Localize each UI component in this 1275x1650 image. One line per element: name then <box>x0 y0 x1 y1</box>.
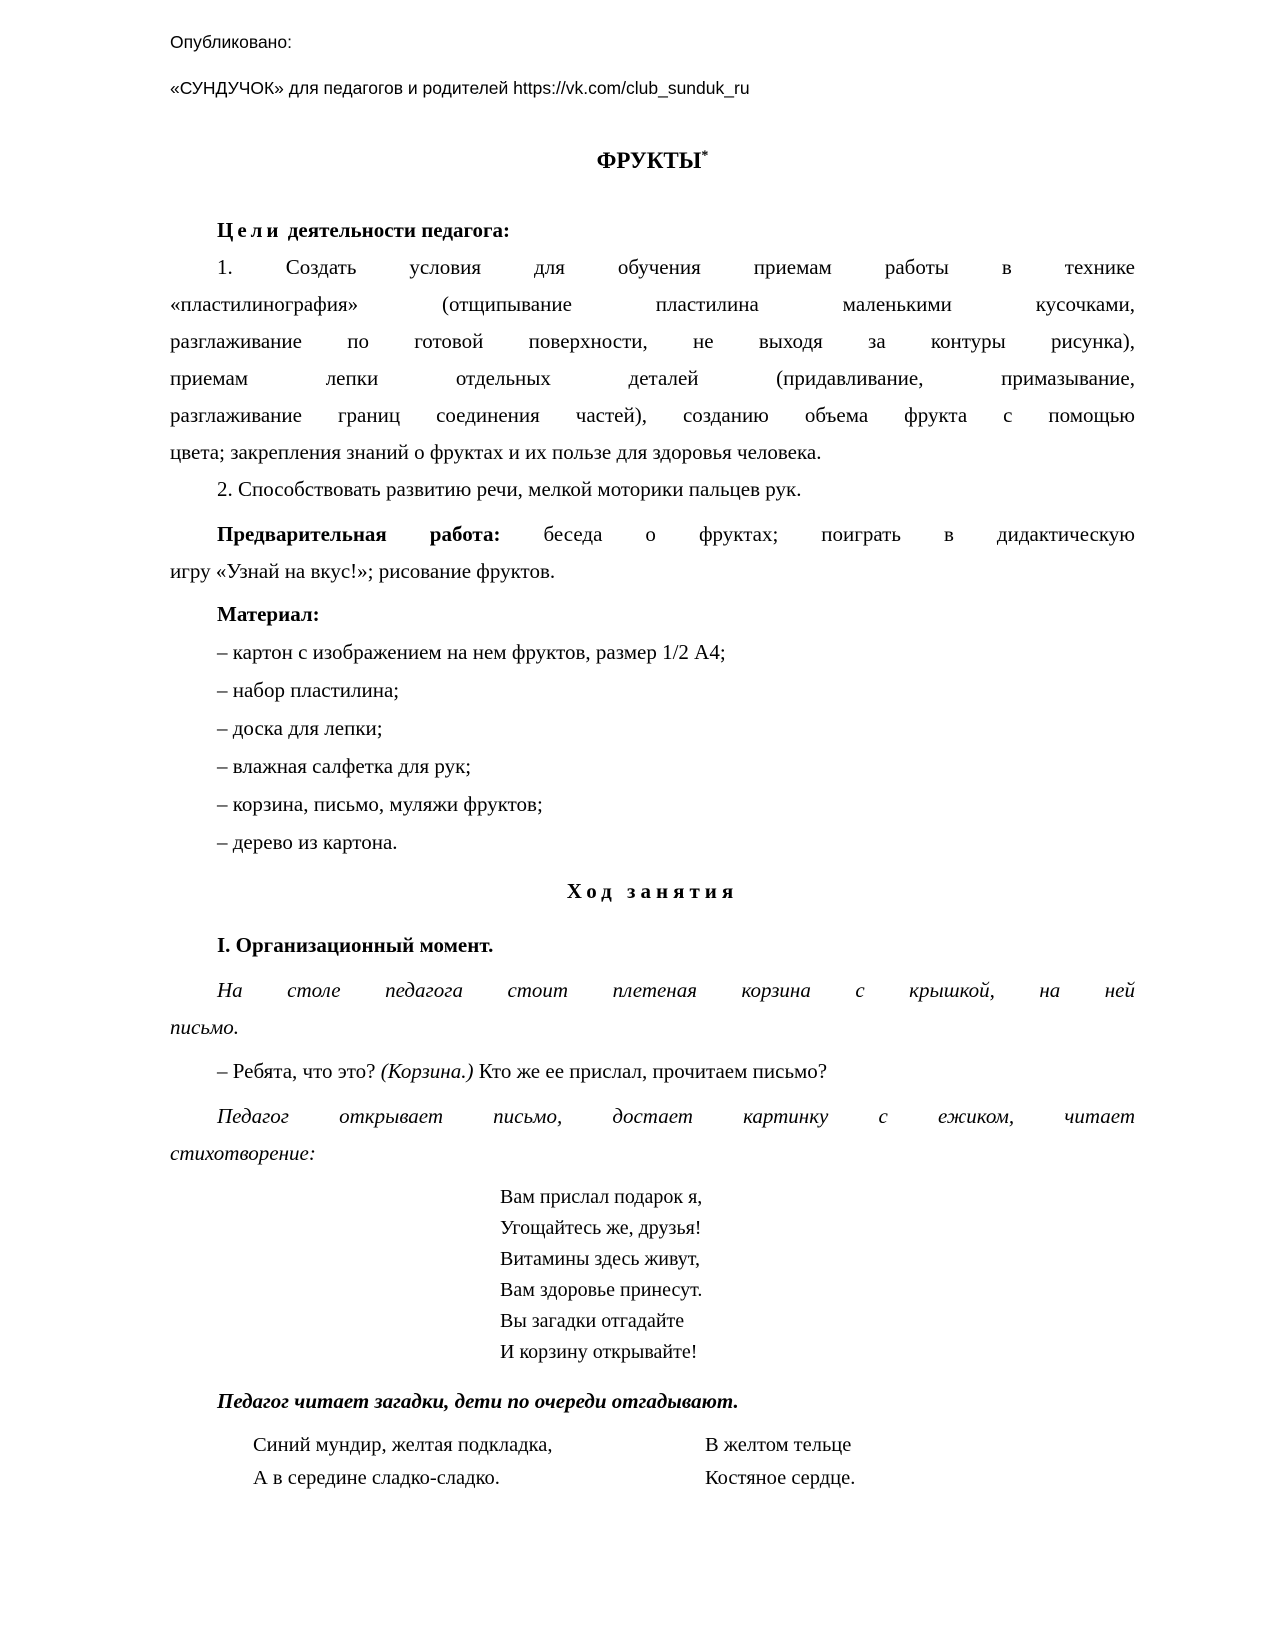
course-heading: Ход занятия <box>566 879 739 903</box>
published-label: Опубликовано: <box>170 32 292 52</box>
list-item: – дерево из картона. <box>217 830 398 854</box>
paragraph-line: разглаживание границ соединения частей), созданию объема фрукта с помощью <box>170 403 1135 427</box>
poem-line: Витамины здесь живут, <box>500 1248 701 1270</box>
paragraph-line: стихотворение: <box>170 1141 316 1165</box>
riddle-line: А в середине сладко-сладко. <box>253 1467 500 1489</box>
paragraph-line: «пластилинография» (отщипывание пластилина маленькими кусочками, <box>170 292 1135 316</box>
goal-2-paragraph: 2. Способствовать развитию речи, мелкой моторики пальцев рук. <box>217 477 802 501</box>
dialogue-line <box>170 1053 1135 1090</box>
page-title-text: ФРУКТЫ <box>596 148 702 173</box>
narration-paragraph <box>170 1098 1135 1172</box>
list-item: – набор пластилина; <box>217 678 400 702</box>
paragraph-line: 1. Создать условия для обучения приемам работы в технике <box>217 255 1135 279</box>
page-title <box>170 146 1135 176</box>
paragraph-line: игру «Узнай на вкус!»; рисование фруктов. <box>170 559 556 583</box>
section-1-title: I. Организационный момент. <box>217 933 494 957</box>
paragraph-line: письмо. <box>170 1015 240 1039</box>
source-line: «СУНДУЧОК» для педагогов и родителей https://vk.com/club_sunduk_ru <box>170 78 750 98</box>
goals-heading-rest: деятельности педагога: <box>282 218 511 242</box>
list-item: – влажная салфетка для рук; <box>217 754 472 778</box>
poem-line: Вы загадки отгадайте <box>500 1310 685 1332</box>
riddle-line: В желтом тельце <box>705 1434 852 1456</box>
preliminary-work-text: беседа о фруктах; поиграть в дидактическую <box>500 522 1135 546</box>
goal-1-paragraph <box>170 249 1135 471</box>
dialogue-answer: (Корзина.) <box>380 1059 479 1083</box>
poem-line: Угощайтесь же, друзья! <box>500 1217 702 1239</box>
dialogue-text: Кто же ее прислал, прочитаем письмо? <box>478 1059 828 1083</box>
title-footnote-mark: * <box>701 148 709 164</box>
list-item: – доска для лепки; <box>217 716 383 740</box>
narration-riddles-intro: Педагог читает загадки, дети по очереди отгадывают. <box>217 1389 739 1413</box>
poem-line: Вам здоровье принесут. <box>500 1279 703 1301</box>
riddle-line: Синий мундир, желтая подкладка, <box>253 1434 553 1456</box>
paragraph-line: цвета; закрепления знаний о фруктах и их пользе для здоровья человека. <box>170 440 822 464</box>
paragraph-line: разглаживание по готовой поверхности, не выходя за контуры рисунка), <box>170 329 1135 353</box>
paragraph-line: Педагог открывает письмо, достает картинку с ежиком, читает <box>217 1104 1135 1128</box>
paragraph-line: приемам лепки отдельных деталей (придавливание, примазывание, <box>170 366 1135 390</box>
preliminary-work-paragraph <box>170 516 1135 590</box>
paragraph-line: На столе педагога стоит плетеная корзина с крышкой, на ней <box>217 978 1135 1002</box>
goals-heading <box>170 212 1135 249</box>
dialogue-text: – Ребята, что это? <box>217 1059 381 1083</box>
poem-block <box>500 1182 1135 1368</box>
goals-heading-spaced-word: Цели <box>217 218 283 242</box>
poem-line: И корзину открывайте! <box>500 1341 698 1363</box>
narration-paragraph <box>170 972 1135 1046</box>
list-item: – корзина, письмо, муляжи фруктов; <box>217 792 543 816</box>
materials-heading: Материал: <box>217 602 320 626</box>
poem-line: Вам прислал подарок я, <box>500 1186 703 1208</box>
riddle-right-column <box>705 1429 1135 1495</box>
materials-list <box>170 633 1135 861</box>
paragraph-line <box>170 516 1135 553</box>
riddle-line: Костяное сердце. <box>705 1467 856 1489</box>
list-item: – картон с изображением на нем фруктов, размер 1/2 А4; <box>217 640 726 664</box>
riddles-columns <box>170 1429 1135 1495</box>
preliminary-work-label: Предварительная работа: <box>217 522 501 546</box>
riddle-left-column <box>253 1429 705 1495</box>
